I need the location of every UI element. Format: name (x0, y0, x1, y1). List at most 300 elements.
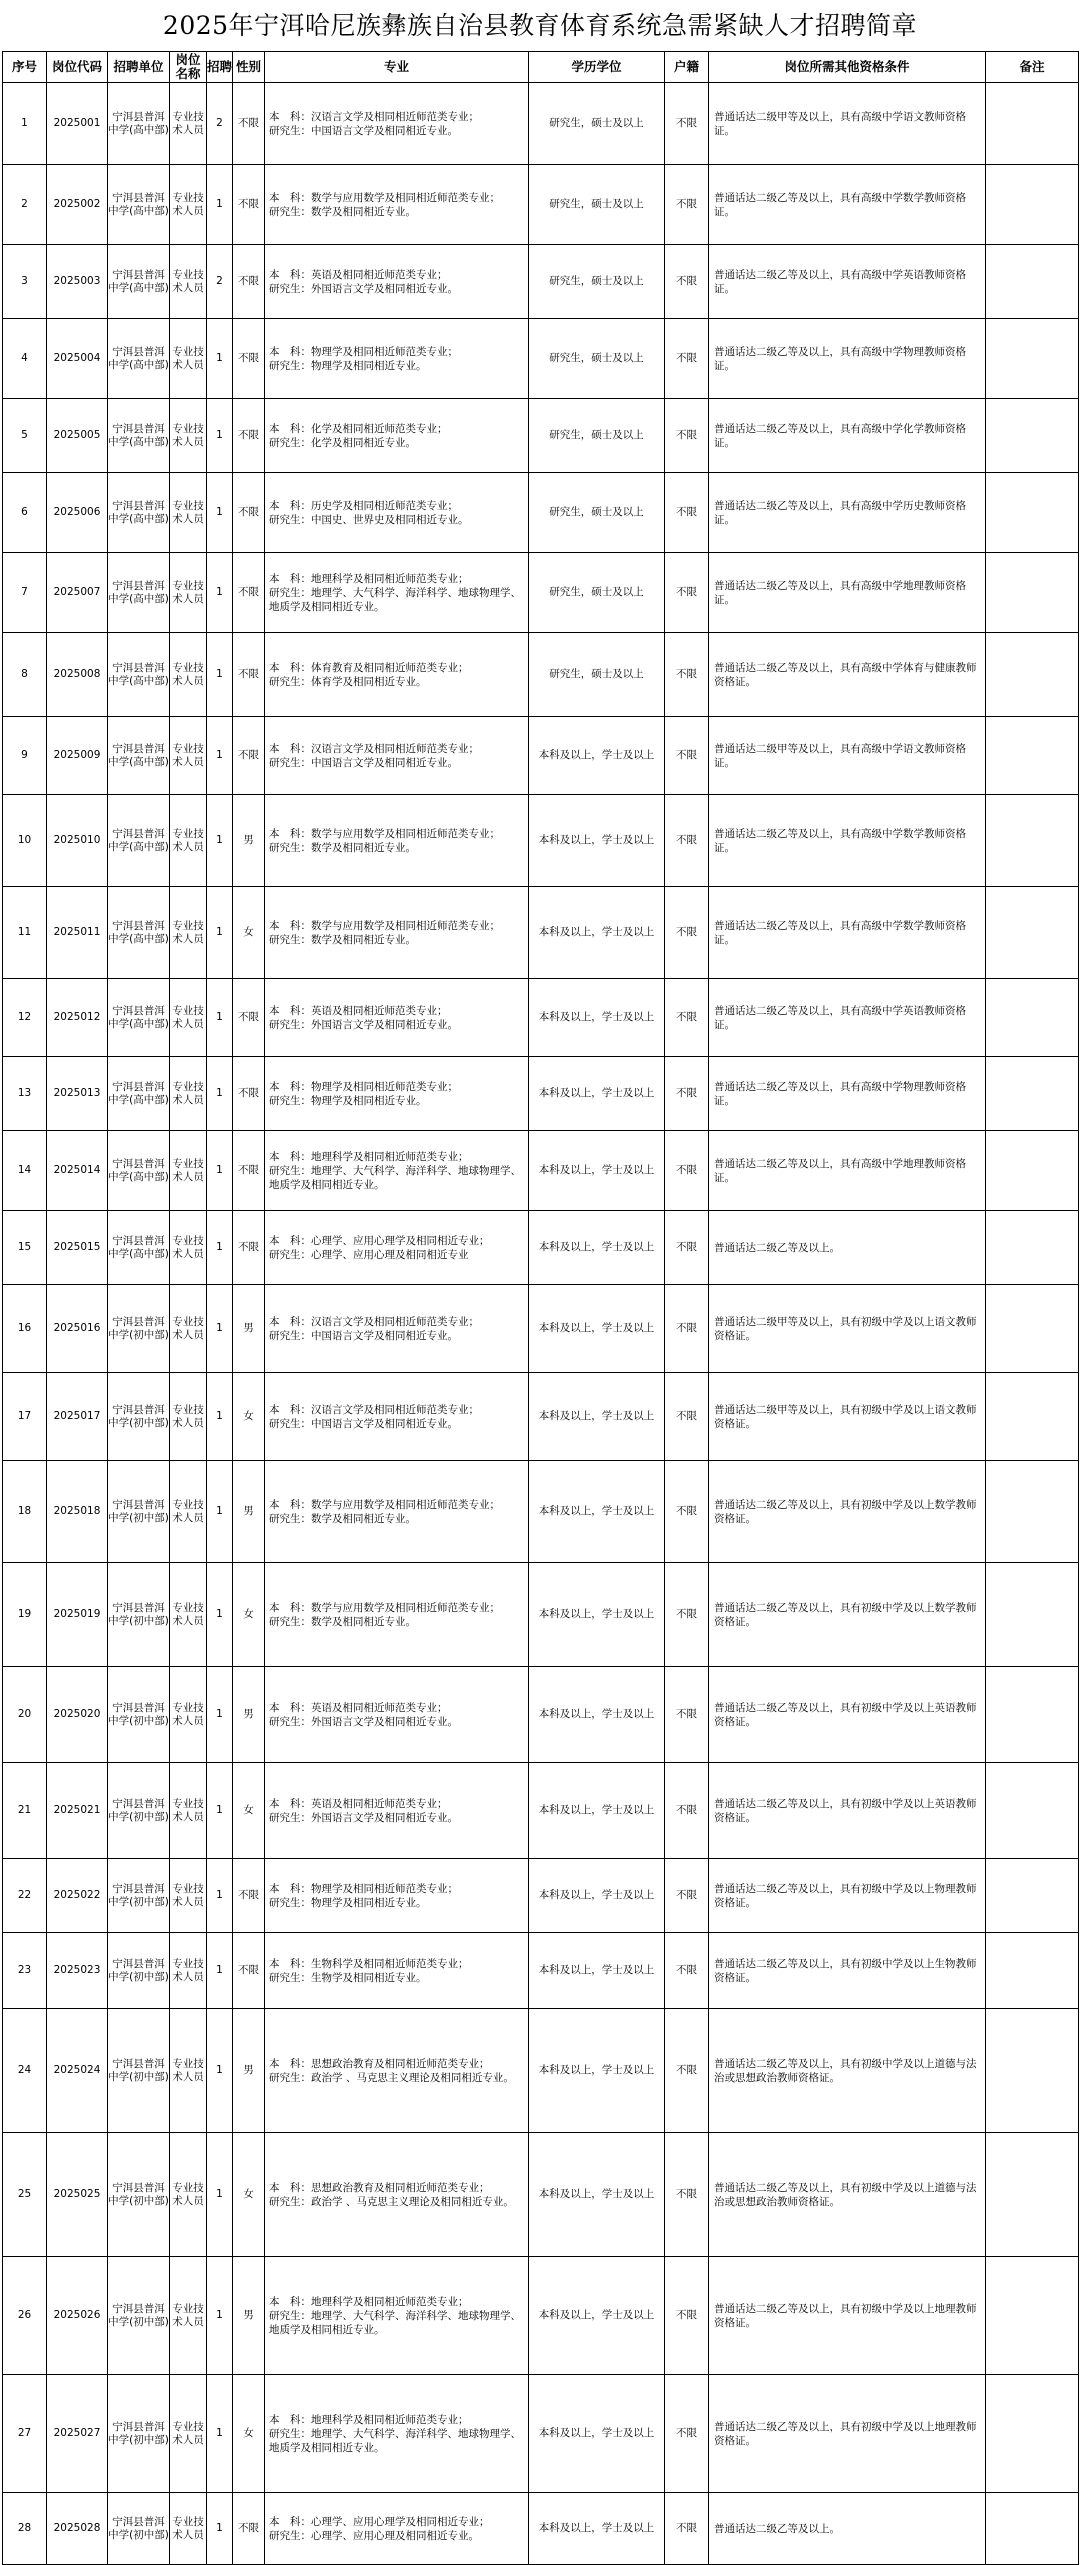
cell-code: 2025014 (47, 1131, 108, 1211)
table-row (3, 717, 1079, 795)
header-cond: 岗位所需其他资格条件 (709, 52, 986, 83)
cell-cond: 普通话达二级乙等及以上，具有高级中学数学教师资格证。 (709, 165, 986, 245)
cell-count: 1 (207, 1763, 233, 1859)
table-row (3, 1057, 1079, 1131)
cell-note (986, 1763, 1079, 1859)
cell-seq: 19 (3, 1563, 47, 1667)
cell-code: 2025009 (47, 717, 108, 795)
cell-post: 专业技术人员 (170, 717, 207, 795)
cell-major (265, 2009, 529, 2133)
cell-gender: 不限 (233, 1933, 265, 2009)
cell-major (265, 979, 529, 1057)
cell-hukou: 不限 (665, 399, 709, 473)
cell-major (265, 1373, 529, 1461)
cell-gender: 不限 (233, 1131, 265, 1211)
cell-count: 1 (207, 1131, 233, 1211)
cell-major (265, 473, 529, 553)
cell-seq: 14 (3, 1131, 47, 1211)
cell-unit: 宁洱县普洱中学(高中部) (108, 1131, 170, 1211)
major-graduate: 研究生：生物学及相同相近专业。 (269, 1971, 427, 1984)
cell-seq: 13 (3, 1057, 47, 1131)
cell-post: 专业技术人员 (170, 633, 207, 717)
table-row (3, 795, 1079, 887)
cell-gender: 不限 (233, 2493, 265, 2565)
cell-major (265, 1667, 529, 1763)
major-graduate: 研究生：物理学及相同相近专业。 (269, 359, 427, 372)
cell-cond: 普通话达二级乙等及以上，具有初级中学及以上物理教师资格证。 (709, 1859, 986, 1933)
cell-cond: 普通话达二级乙等及以上，具有初级中学及以上英语教师资格证。 (709, 1667, 986, 1763)
cell-code: 2025005 (47, 399, 108, 473)
document-title: 2025年宁洱哈尼族彝族自治县教育体育系统急需紧缺人才招聘简章 (162, 11, 918, 40)
cell-cond: 普通话达二级乙等及以上。 (709, 1211, 986, 1285)
cell-gender: 不限 (233, 1057, 265, 1131)
cell-note (986, 1563, 1079, 1667)
table-row (3, 83, 1079, 165)
cell-unit: 宁洱县普洱中学(高中部) (108, 1211, 170, 1285)
cell-gender: 不限 (233, 319, 265, 399)
cell-note (986, 1461, 1079, 1563)
cell-major (265, 1285, 529, 1373)
cell-unit: 宁洱县普洱中学(高中部) (108, 1057, 170, 1131)
cell-post: 专业技术人员 (170, 2009, 207, 2133)
cell-gender: 女 (233, 1373, 265, 1461)
cell-major (265, 399, 529, 473)
cell-gender: 女 (233, 2375, 265, 2493)
cell-edu: 研究生，硕士及以上 (529, 83, 665, 165)
cell-gender: 女 (233, 1563, 265, 1667)
cell-seq: 24 (3, 2009, 47, 2133)
cell-gender: 不限 (233, 83, 265, 165)
cell-hukou: 不限 (665, 1131, 709, 1211)
cell-post: 专业技术人员 (170, 553, 207, 633)
cell-seq: 22 (3, 1859, 47, 1933)
header-edu: 学历学位 (529, 52, 665, 83)
cell-edu: 本科及以上，学士及以上 (529, 1859, 665, 1933)
cell-code: 2025024 (47, 2009, 108, 2133)
cell-post: 专业技术人员 (170, 319, 207, 399)
cell-count: 1 (207, 1211, 233, 1285)
cell-note (986, 1373, 1079, 1461)
cell-post: 专业技术人员 (170, 1285, 207, 1373)
cell-code: 2025025 (47, 2133, 108, 2257)
major-graduate: 研究生：数学及相同相近专业。 (269, 841, 416, 854)
major-undergrad: 本 科：英语及相同相近师范类专业； (269, 1797, 448, 1810)
cell-count: 1 (207, 165, 233, 245)
cell-post: 专业技术人员 (170, 2493, 207, 2565)
table-row (3, 2257, 1079, 2375)
table-row (3, 1461, 1079, 1563)
cell-count: 1 (207, 1667, 233, 1763)
cell-edu: 本科及以上，学士及以上 (529, 795, 665, 887)
cell-count: 1 (207, 2493, 233, 2565)
table-row (3, 473, 1079, 553)
table-row (3, 1285, 1079, 1373)
major-graduate: 研究生：物理学及相同相近专业。 (269, 1896, 427, 1909)
cell-edu: 本科及以上，学士及以上 (529, 717, 665, 795)
cell-note (986, 165, 1079, 245)
cell-count: 1 (207, 795, 233, 887)
cell-hukou: 不限 (665, 887, 709, 979)
cell-gender: 不限 (233, 553, 265, 633)
header-gender: 性别 (233, 52, 265, 83)
cell-hukou: 不限 (665, 1859, 709, 1933)
major-graduate: 研究生：外国语言文学及相同相近专业。 (269, 282, 458, 295)
header-major: 专业 (265, 52, 529, 83)
cell-cond: 普通话达二级乙等及以上，具有高级中学物理教师资格证。 (709, 1057, 986, 1131)
cell-hukou: 不限 (665, 1211, 709, 1285)
cell-major (265, 1057, 529, 1131)
major-graduate: 研究生：数学及相同相近专业。 (269, 1512, 416, 1525)
cell-edu: 研究生，硕士及以上 (529, 553, 665, 633)
cell-post: 专业技术人员 (170, 1373, 207, 1461)
cell-seq: 5 (3, 399, 47, 473)
cell-seq: 23 (3, 1933, 47, 2009)
cell-unit: 宁洱县普洱中学(高中部) (108, 553, 170, 633)
table-row (3, 1667, 1079, 1763)
major-undergrad: 本 科：汉语言文学及相同相近师范类专业； (269, 742, 479, 755)
cell-hukou: 不限 (665, 1057, 709, 1131)
cell-gender: 女 (233, 887, 265, 979)
cell-cond: 普通话达二级乙等及以上，具有高级中学地理教师资格证。 (709, 553, 986, 633)
table-row (3, 399, 1079, 473)
cell-count: 1 (207, 633, 233, 717)
table-row (3, 245, 1079, 319)
cell-code: 2025018 (47, 1461, 108, 1563)
header-code: 岗位代码 (47, 52, 108, 83)
cell-post: 专业技术人员 (170, 1859, 207, 1933)
cell-major (265, 795, 529, 887)
cell-note (986, 1285, 1079, 1373)
cell-cond: 普通话达二级乙等及以上，具有高级中学数学教师资格证。 (709, 795, 986, 887)
table-row (3, 1373, 1079, 1461)
table-body (3, 83, 1079, 2565)
cell-post: 专业技术人员 (170, 1461, 207, 1563)
major-graduate: 研究生：外国语言文学及相同相近专业。 (269, 1811, 458, 1824)
cell-unit: 宁洱县普洱中学(高中部) (108, 165, 170, 245)
cell-post: 专业技术人员 (170, 165, 207, 245)
cell-major (265, 165, 529, 245)
cell-hukou: 不限 (665, 553, 709, 633)
major-graduate: 研究生：心理学、应用心理及相同相近专业 (269, 1248, 469, 1261)
major-graduate: 研究生：中国史、世界史及相同相近专业。 (269, 513, 469, 526)
cell-note (986, 2375, 1079, 2493)
major-undergrad: 本 科：地理科学及相同相近师范类专业； (269, 1150, 469, 1163)
cell-edu: 本科及以上，学士及以上 (529, 1285, 665, 1373)
cell-post: 专业技术人员 (170, 2257, 207, 2375)
cell-hukou: 不限 (665, 1667, 709, 1763)
cell-cond: 普通话达二级乙等及以上，具有初级中学及以上生物教师资格证。 (709, 1933, 986, 2009)
cell-major (265, 1131, 529, 1211)
major-graduate: 研究生：数学及相同相近专业。 (269, 1615, 416, 1628)
cell-unit: 宁洱县普洱中学(高中部) (108, 633, 170, 717)
cell-unit: 宁洱县普洱中学(高中部) (108, 795, 170, 887)
cell-count: 1 (207, 1461, 233, 1563)
cell-major (265, 1563, 529, 1667)
major-undergrad: 本 科：数学与应用数学及相同相近师范类专业； (269, 1498, 500, 1511)
cell-note (986, 2009, 1079, 2133)
cell-code: 2025022 (47, 1859, 108, 1933)
cell-cond: 普通话达二级乙等及以上，具有高级中学体育与健康教师资格证。 (709, 633, 986, 717)
cell-code: 2025019 (47, 1563, 108, 1667)
cell-gender: 不限 (233, 399, 265, 473)
major-undergrad: 本 科：英语及相同相近师范类专业； (269, 1701, 448, 1714)
cell-gender: 不限 (233, 245, 265, 319)
cell-hukou: 不限 (665, 717, 709, 795)
cell-count: 1 (207, 2375, 233, 2493)
cell-gender: 不限 (233, 473, 265, 553)
cell-code: 2025012 (47, 979, 108, 1057)
major-undergrad: 本 科：数学与应用数学及相同相近师范类专业； (269, 191, 500, 204)
cell-major (265, 1859, 529, 1933)
cell-count: 1 (207, 319, 233, 399)
cell-hukou: 不限 (665, 1373, 709, 1461)
cell-count: 1 (207, 1859, 233, 1933)
cell-seq: 2 (3, 165, 47, 245)
cell-cond: 普通话达二级乙等及以上，具有高级中学地理教师资格证。 (709, 1131, 986, 1211)
cell-unit: 宁洱县普洱中学(高中部) (108, 979, 170, 1057)
cell-hukou: 不限 (665, 2375, 709, 2493)
cell-hukou: 不限 (665, 2493, 709, 2565)
cell-major (265, 1461, 529, 1563)
cell-code: 2025003 (47, 245, 108, 319)
cell-seq: 28 (3, 2493, 47, 2565)
cell-code: 2025015 (47, 1211, 108, 1285)
table-row (3, 165, 1079, 245)
cell-code: 2025008 (47, 633, 108, 717)
cell-unit: 宁洱县普洱中学(高中部) (108, 717, 170, 795)
cell-cond: 普通话达二级乙等及以上，具有高级中学英语教师资格证。 (709, 979, 986, 1057)
cell-code: 2025027 (47, 2375, 108, 2493)
cell-seq: 16 (3, 1285, 47, 1373)
cell-seq: 3 (3, 245, 47, 319)
cell-cond: 普通话达二级乙等及以上，具有高级中学历史教师资格证。 (709, 473, 986, 553)
cell-unit: 宁洱县普洱中学(高中部) (108, 319, 170, 399)
cell-hukou: 不限 (665, 83, 709, 165)
cell-gender: 女 (233, 1763, 265, 1859)
major-graduate: 研究生：数学及相同相近专业。 (269, 205, 416, 218)
cell-post: 专业技术人员 (170, 1763, 207, 1859)
cell-post: 专业技术人员 (170, 887, 207, 979)
cell-note (986, 553, 1079, 633)
cell-unit: 宁洱县普洱中学(初中部) (108, 1933, 170, 2009)
cell-note (986, 319, 1079, 399)
cell-major (265, 83, 529, 165)
cell-count: 1 (207, 1285, 233, 1373)
cell-note (986, 83, 1079, 165)
cell-hukou: 不限 (665, 2257, 709, 2375)
major-graduate: 研究生：数学及相同相近专业。 (269, 933, 416, 946)
cell-cond: 普通话达二级甲等及以上，具有初级中学及以上语文教师资格证。 (709, 1373, 986, 1461)
major-undergrad: 本 科：汉语言文学及相同相近师范类专业； (269, 1403, 479, 1416)
cell-post: 专业技术人员 (170, 1563, 207, 1667)
major-undergrad: 本 科：物理学及相同相近师范类专业； (269, 1080, 458, 1093)
cell-post: 专业技术人员 (170, 399, 207, 473)
cell-edu: 本科及以上，学士及以上 (529, 2133, 665, 2257)
major-undergrad: 本 科：心理学、应用心理学及相同相近专业； (269, 2515, 490, 2528)
major-undergrad: 本 科：生物科学及相同相近师范类专业； (269, 1957, 469, 1970)
cell-post: 专业技术人员 (170, 2375, 207, 2493)
cell-note (986, 633, 1079, 717)
cell-cond: 普通话达二级乙等及以上，具有初级中学及以上地理教师资格证。 (709, 2375, 986, 2493)
cell-count: 1 (207, 399, 233, 473)
cell-note (986, 795, 1079, 887)
cell-edu: 研究生，硕士及以上 (529, 473, 665, 553)
cell-gender: 女 (233, 2133, 265, 2257)
major-undergrad: 本 科：地理科学及相同相近师范类专业； (269, 572, 469, 585)
major-graduate: 研究生：中国语言文学及相同相近专业。 (269, 1417, 458, 1430)
cell-major (265, 245, 529, 319)
cell-note (986, 1057, 1079, 1131)
cell-seq: 8 (3, 633, 47, 717)
cell-note (986, 1667, 1079, 1763)
cell-major (265, 1211, 529, 1285)
cell-post: 专业技术人员 (170, 1057, 207, 1131)
cell-seq: 12 (3, 979, 47, 1057)
cell-hukou: 不限 (665, 1461, 709, 1563)
major-graduate: 研究生：政治学 、马克思主义理论及相同相近专业。 (269, 2071, 514, 2084)
cell-hukou: 不限 (665, 2133, 709, 2257)
major-graduate: 研究生：物理学及相同相近专业。 (269, 1094, 427, 1107)
cell-gender: 不限 (233, 717, 265, 795)
cell-code: 2025006 (47, 473, 108, 553)
cell-seq: 21 (3, 1763, 47, 1859)
cell-unit: 宁洱县普洱中学(初中部) (108, 1373, 170, 1461)
cell-seq: 17 (3, 1373, 47, 1461)
cell-edu: 本科及以上，学士及以上 (529, 887, 665, 979)
header-unit: 招聘单位 (108, 52, 170, 83)
cell-gender: 不限 (233, 1859, 265, 1933)
major-undergrad: 本 科：物理学及相同相近师范类专业； (269, 1882, 458, 1895)
cell-unit: 宁洱县普洱中学(初中部) (108, 2257, 170, 2375)
cell-code: 2025001 (47, 83, 108, 165)
cell-seq: 6 (3, 473, 47, 553)
cell-count: 1 (207, 2133, 233, 2257)
cell-unit: 宁洱县普洱中学(高中部) (108, 887, 170, 979)
cell-unit: 宁洱县普洱中学(初中部) (108, 1667, 170, 1763)
cell-edu: 研究生，硕士及以上 (529, 633, 665, 717)
cell-note (986, 1933, 1079, 2009)
cell-edu: 本科及以上，学士及以上 (529, 2257, 665, 2375)
cell-code: 2025026 (47, 2257, 108, 2375)
cell-seq: 18 (3, 1461, 47, 1563)
cell-cond: 普通话达二级乙等及以上，具有初级中学及以上数学教师资格证。 (709, 1461, 986, 1563)
cell-edu: 本科及以上，学士及以上 (529, 1373, 665, 1461)
major-undergrad: 本 科：物理学及相同相近师范类专业； (269, 345, 458, 358)
cell-count: 1 (207, 979, 233, 1057)
major-undergrad: 本 科：汉语言文学及相同相近师范类专业； (269, 110, 479, 123)
cell-edu: 本科及以上，学士及以上 (529, 1211, 665, 1285)
cell-post: 专业技术人员 (170, 2133, 207, 2257)
cell-count: 1 (207, 1373, 233, 1461)
cell-unit: 宁洱县普洱中学(高中部) (108, 83, 170, 165)
cell-unit: 宁洱县普洱中学(高中部) (108, 473, 170, 553)
table-row (3, 2493, 1079, 2565)
cell-gender: 男 (233, 795, 265, 887)
table-row (3, 2133, 1079, 2257)
table-row (3, 1211, 1079, 1285)
cell-gender: 男 (233, 1667, 265, 1763)
cell-note (986, 1131, 1079, 1211)
cell-seq: 10 (3, 795, 47, 887)
major-graduate: 研究生：体育学及相同相近专业。 (269, 675, 427, 688)
cell-count: 1 (207, 2257, 233, 2375)
cell-major (265, 2375, 529, 2493)
table-row (3, 2009, 1079, 2133)
cell-cond: 普通话达二级甲等及以上，具有初级中学及以上语文教师资格证。 (709, 1285, 986, 1373)
cell-count: 1 (207, 1933, 233, 2009)
cell-cond: 普通话达二级甲等及以上，具有高级中学语文教师资格证。 (709, 717, 986, 795)
major-undergrad: 本 科：数学与应用数学及相同相近师范类专业； (269, 919, 500, 932)
cell-major (265, 2133, 529, 2257)
table-row (3, 1131, 1079, 1211)
cell-unit: 宁洱县普洱中学(高中部) (108, 399, 170, 473)
cell-edu: 本科及以上，学士及以上 (529, 2375, 665, 2493)
cell-cond: 普通话达二级乙等及以上，具有初级中学及以上地理教师资格证。 (709, 2257, 986, 2375)
cell-note (986, 473, 1079, 553)
major-undergrad: 本 科：地理科学及相同相近师范类专业； (269, 2295, 469, 2308)
major-undergrad: 本 科：体育教育及相同相近师范类专业； (269, 661, 469, 674)
cell-code: 2025004 (47, 319, 108, 399)
major-undergrad: 本 科：思想政治教育及相同相近师范类专业； (269, 2057, 490, 2070)
table-row (3, 319, 1079, 399)
cell-gender: 男 (233, 1285, 265, 1373)
cell-code: 2025017 (47, 1373, 108, 1461)
cell-unit: 宁洱县普洱中学(初中部) (108, 1563, 170, 1667)
cell-count: 2 (207, 245, 233, 319)
cell-post: 专业技术人员 (170, 245, 207, 319)
cell-seq: 15 (3, 1211, 47, 1285)
cell-note (986, 399, 1079, 473)
cell-major (265, 887, 529, 979)
cell-major (265, 2257, 529, 2375)
major-graduate: 研究生：地理学、大气科学、海洋科学、地球物理学、地质学及相同相近专业。 (269, 2427, 521, 2454)
cell-gender: 不限 (233, 165, 265, 245)
header-row (3, 52, 1079, 83)
cell-cond: 普通话达二级乙等及以上，具有初级中学及以上英语教师资格证。 (709, 1763, 986, 1859)
cell-unit: 宁洱县普洱中学(初中部) (108, 1859, 170, 1933)
cell-major (265, 633, 529, 717)
major-undergrad: 本 科：历史学及相同相近师范类专业； (269, 499, 458, 512)
cell-code: 2025010 (47, 795, 108, 887)
cell-note (986, 1859, 1079, 1933)
cell-hukou: 不限 (665, 1933, 709, 2009)
cell-edu: 本科及以上，学士及以上 (529, 2493, 665, 2565)
table-row (3, 633, 1079, 717)
cell-unit: 宁洱县普洱中学(初中部) (108, 2493, 170, 2565)
cell-unit: 宁洱县普洱中学(初中部) (108, 2375, 170, 2493)
cell-edu: 本科及以上，学士及以上 (529, 1933, 665, 2009)
table-row (3, 1763, 1079, 1859)
cell-gender: 男 (233, 1461, 265, 1563)
cell-seq: 25 (3, 2133, 47, 2257)
cell-edu: 本科及以上，学士及以上 (529, 1057, 665, 1131)
cell-unit: 宁洱县普洱中学(初中部) (108, 2009, 170, 2133)
cell-hukou: 不限 (665, 1563, 709, 1667)
cell-code: 2025013 (47, 1057, 108, 1131)
cell-code: 2025016 (47, 1285, 108, 1373)
cell-major (265, 319, 529, 399)
cell-count: 1 (207, 1057, 233, 1131)
cell-seq: 27 (3, 2375, 47, 2493)
cell-cond: 普通话达二级乙等及以上，具有高级中学数学教师资格证。 (709, 887, 986, 979)
cell-post: 专业技术人员 (170, 473, 207, 553)
cell-hukou: 不限 (665, 319, 709, 399)
major-undergrad: 本 科：英语及相同相近师范类专业； (269, 268, 448, 281)
cell-post: 专业技术人员 (170, 979, 207, 1057)
cell-edu: 本科及以上，学士及以上 (529, 1131, 665, 1211)
header-note: 备注 (986, 52, 1079, 83)
major-undergrad: 本 科：心理学、应用心理学及相同相近专业； (269, 1234, 490, 1247)
